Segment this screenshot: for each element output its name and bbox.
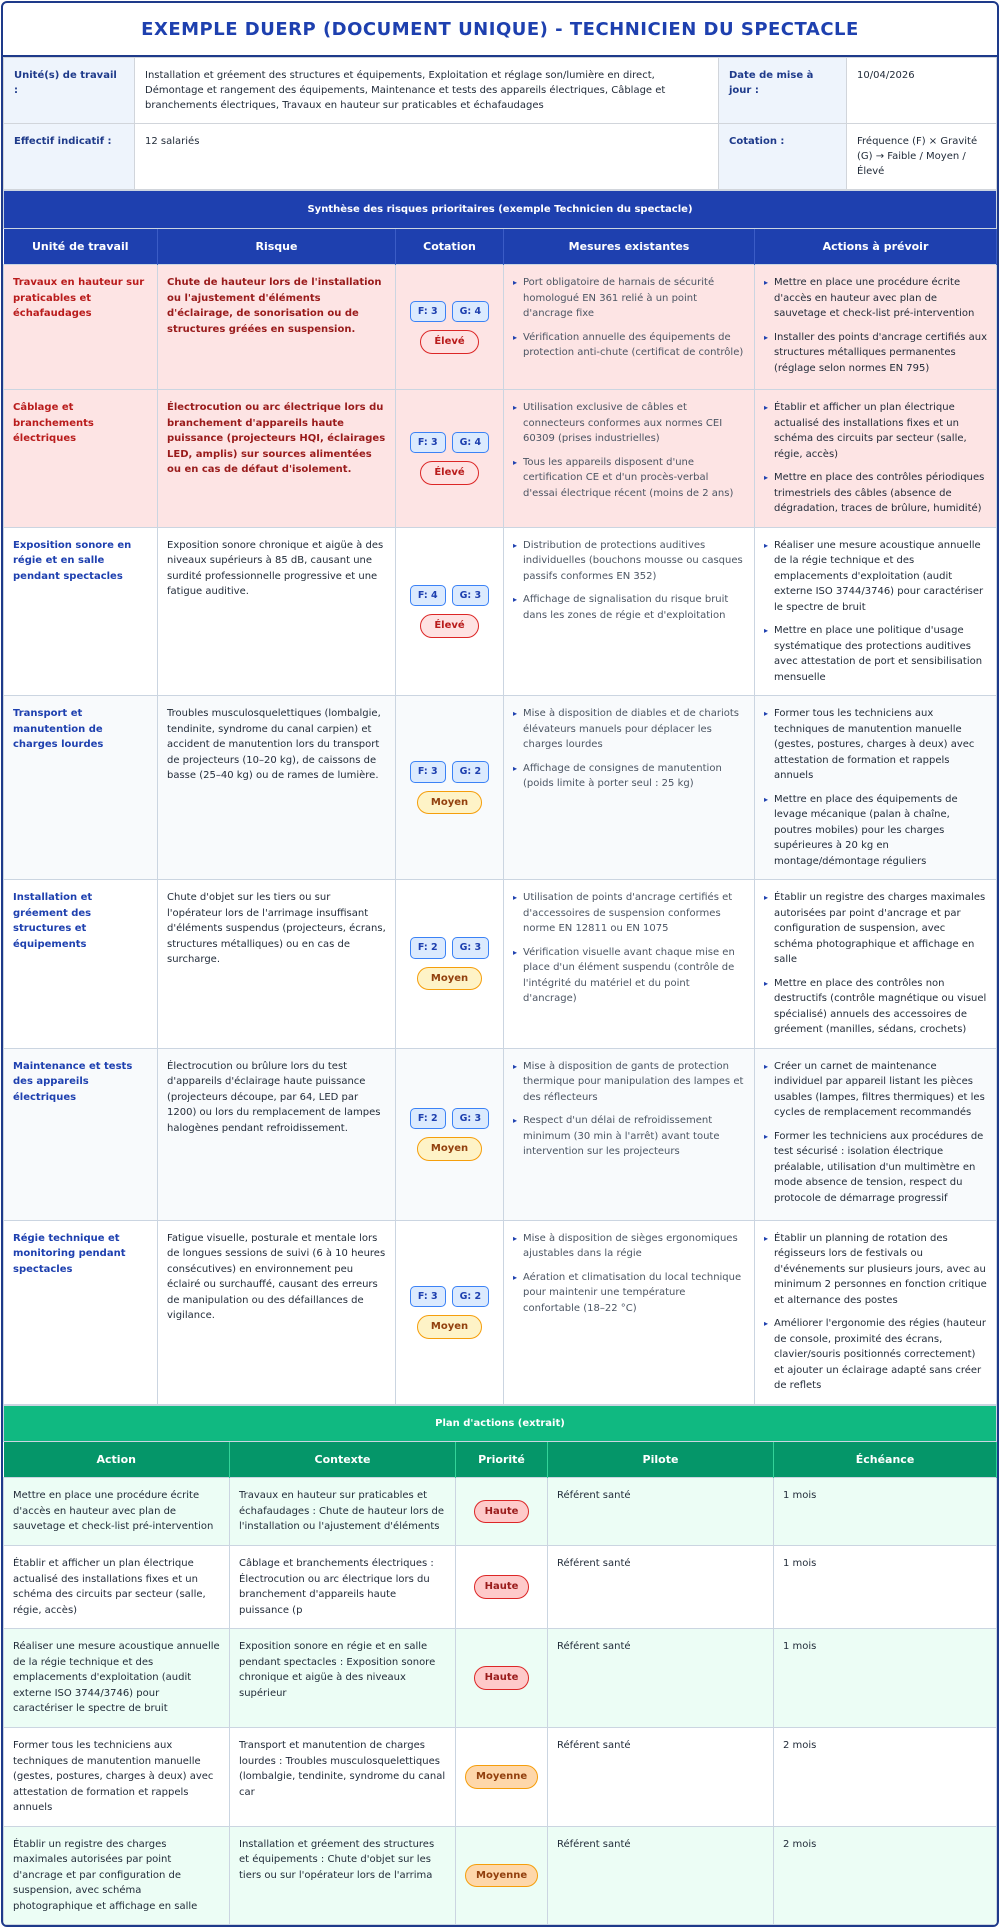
plan-due: 2 mois xyxy=(774,1728,997,1827)
risk-unit: Transport et manutention de charges lourdes xyxy=(4,696,158,880)
plan-due: 1 mois xyxy=(774,1629,997,1728)
effectif-value: 12 salariés xyxy=(135,124,719,190)
units-value: Installation et gréement des structures et équipements, Exploitation et réglage son/lumière en direct, Démontage et rangement des équipements, Maintenance et tests des appareils électriques, Câblage et branchements électriques, Travaux en hauteur sur praticables et échafaudages xyxy=(135,58,719,124)
plan-row xyxy=(4,1629,997,1728)
action-item: ▸ Former les techniciens aux procédures de test sécurisé : isolation électrique préalable, utilisation d'un multimètre en mode absence de tension, respect du protocole de démarrage progressif xyxy=(764,1129,987,1207)
plan-pilot: Référent santé xyxy=(548,1478,774,1546)
plan-priority-cell xyxy=(456,1826,548,1925)
measure-item: ▸ Distribution de protections auditives individuelles (bouchons mousse ou casques passifs conformes EN 352) xyxy=(513,538,745,585)
risk-cotation xyxy=(396,696,504,880)
risk-row xyxy=(4,1048,997,1220)
measure-item: ▸ Respect d'un délai de refroidissement minimum (30 min à l'arrêt) avant toute intervention sur les projecteurs xyxy=(513,1113,745,1160)
plan-priority-cell xyxy=(456,1728,548,1827)
plan-context: Transport et manutention de charges lourdes : Troubles musculosquelettiques (lombalgie, tendinite, syndrome du canal car xyxy=(230,1728,456,1827)
measure-item: ▸ Mise à disposition de diables et de chariots élévateurs manuels pour déplacer les charges lourdes xyxy=(513,706,745,753)
plan-context: Travaux en hauteur sur praticables et échafaudages : Chute de hauteur lors de l'installation ou l'ajustement d'éléments xyxy=(230,1478,456,1546)
risk-description: Chute d'objet sur les tiers ou sur l'opérateur lors de l'arrimage insuffisant d'éléments suspendus (projecteurs, écrans, structures métalliques) ou en cas de surcharge. xyxy=(158,880,396,1049)
action-item: ▸ Améliorer l'ergonomie des régies (hauteur de console, proximité des écrans, clavier/souris positionnés correctement) et ajouter un éclairage adapté sans créer de reflets xyxy=(764,1316,987,1394)
planned-actions xyxy=(755,390,997,528)
plan-row xyxy=(4,1728,997,1827)
priority-badge: Haute xyxy=(474,1575,530,1599)
plan-priority-cell xyxy=(456,1546,548,1629)
risk-row xyxy=(4,880,997,1049)
risk-description: Électrocution ou arc électrique lors du branchement d'appareils haute puissance (projecteurs HQI, éclairages LED, amplis) sur sources alimentées ou en cas de défaut d'isolement. xyxy=(158,390,396,528)
priority-badge: Moyenne xyxy=(465,1864,538,1888)
risk-cotation xyxy=(396,527,504,696)
existing-measures xyxy=(504,390,755,528)
planned-actions xyxy=(755,1220,997,1404)
level-badge: Moyen xyxy=(417,967,482,991)
level-badge: Moyen xyxy=(417,1137,482,1161)
risk-cotation xyxy=(396,880,504,1049)
plan-context: Installation et gréement des structures et équipements : Chute d'objet sur les tiers ou sur l'opérateur lors de l'arrima xyxy=(230,1826,456,1925)
frequency-badge: F: 3 xyxy=(410,761,446,783)
measure-item: ▸ Port obligatoire de harnais de sécurité homologué EN 361 relié à un point d'ancrage fixe xyxy=(513,275,745,322)
units-label: Unité(s) de travail : xyxy=(4,58,135,124)
date-label: Date de mise à jour : xyxy=(719,58,847,124)
plan-priority-cell xyxy=(456,1478,548,1546)
gravity-badge: G: 3 xyxy=(452,585,490,607)
action-item: ▸ Mettre en place des contrôles périodiques trimestriels des câbles (absence de dégradation, traces de brûlure, humidité) xyxy=(764,470,987,517)
level-badge: Moyen xyxy=(417,791,482,815)
plan-action: Réaliser une mesure acoustique annuelle de la régie technique et des emplacements d'exploitation (audit externe ISO 3744/3746) pour caractériser le spectre de bruit xyxy=(4,1629,230,1728)
risk-description: Troubles musculosquelettiques (lombalgie, tendinite, syndrome du canal carpien) et accident de manutention lors du transport de projecteurs (10–20 kg), de caissons de basse (25–40 kg) ou de rames de lumière. xyxy=(158,696,396,880)
measure-item: ▸ Utilisation exclusive de câbles et connecteurs conformes aux normes CEI 60309 (prises industrielles) xyxy=(513,400,745,447)
plan-action: Mettre en place une procédure écrite d'accès en hauteur avec plan de sauvetage et check-list pré-intervention xyxy=(4,1478,230,1546)
risk-section-title: Synthèse des risques prioritaires (exemple Technicien du spectacle) xyxy=(4,191,997,229)
existing-measures xyxy=(504,527,755,696)
duerp-document xyxy=(1,1,999,1927)
planned-actions xyxy=(755,265,997,390)
frequency-badge: F: 3 xyxy=(410,432,446,454)
planned-actions xyxy=(755,880,997,1049)
info-table xyxy=(3,57,997,190)
col-context: Contexte xyxy=(230,1442,456,1478)
plan-context: Exposition sonore en régie et en salle pendant spectacles : Exposition sonore chronique et aigüe à des niveaux supérieur xyxy=(230,1629,456,1728)
risk-cotation xyxy=(396,265,504,390)
priority-badge: Moyenne xyxy=(465,1765,538,1789)
plan-action: Former tous les techniciens aux techniques de manutention manuelle (gestes, postures, charges à deux) avec attestation de formation et rappels annuels xyxy=(4,1728,230,1827)
frequency-badge: F: 3 xyxy=(410,1286,446,1308)
plan-row xyxy=(4,1478,997,1546)
risk-row xyxy=(4,1220,997,1404)
level-badge: Élevé xyxy=(420,330,478,354)
measure-item: ▸ Aération et climatisation du local technique pour maintenir une température confortable (18–22 °C) xyxy=(513,1270,745,1317)
risk-cotation xyxy=(396,1220,504,1404)
gravity-badge: G: 2 xyxy=(452,1286,490,1308)
cotation-value: Fréquence (F) × Gravité (G) → Faible / Moyen / Élevé xyxy=(847,124,997,190)
existing-measures xyxy=(504,265,755,390)
col-pilot: Pilote xyxy=(548,1442,774,1478)
risk-unit: Installation et gréement des structures et équipements xyxy=(4,880,158,1049)
risk-row xyxy=(4,527,997,696)
action-item: ▸ Réaliser une mesure acoustique annuelle de la régie technique et des emplacements d'exploitation (audit externe ISO 3744/3746) pour caractériser le spectre de bruit xyxy=(764,538,987,616)
risk-unit: Régie technique et monitoring pendant spectacles xyxy=(4,1220,158,1404)
action-item: ▸ Installer des points d'ancrage certifiés aux structures métalliques permanentes (réglage selon normes EN 795) xyxy=(764,330,987,377)
action-item: ▸ Établir un registre des charges maximales autorisées par point d'ancrage et par configuration de suspension, avec schéma photographique et affichage en salle xyxy=(764,890,987,968)
risk-description: Fatigue visuelle, posturale et mentale lors de longues sessions de suivi (6 à 10 heures consécutives) en environnement peu éclairé ou surchauffé, causant des erreurs de manipulation ou des défaillances de vigilance. xyxy=(158,1220,396,1404)
existing-measures xyxy=(504,1220,755,1404)
plan-due: 1 mois xyxy=(774,1478,997,1546)
gravity-badge: G: 2 xyxy=(452,761,490,783)
col-priority: Priorité xyxy=(456,1442,548,1478)
risk-row xyxy=(4,696,997,880)
plan-pilot: Référent santé xyxy=(548,1826,774,1925)
plan-context: Câblage et branchements électriques : Électrocution ou arc électrique lors du branchement d'appareils haute puissance (p xyxy=(230,1546,456,1629)
action-item: ▸ Mettre en place des équipements de levage mécanique (palan à chaîne, poutres mobiles) pour les charges supérieures à 20 kg en montage/démontage réguliers xyxy=(764,792,987,870)
action-item: ▸ Former tous les techniciens aux techniques de manutention manuelle (gestes, postures, charges à deux) avec attestation de formation et rappels annuels xyxy=(764,706,987,784)
page-title: EXEMPLE DUERP (DOCUMENT UNIQUE) - TECHNICIEN DU SPECTACLE xyxy=(3,3,997,57)
planned-actions xyxy=(755,696,997,880)
frequency-badge: F: 4 xyxy=(410,585,446,607)
col-actions: Actions à prévoir xyxy=(755,229,997,265)
plan-pilot: Référent santé xyxy=(548,1629,774,1728)
risk-cotation xyxy=(396,390,504,528)
col-unit: Unité de travail xyxy=(4,229,158,265)
plan-row xyxy=(4,1826,997,1925)
priority-badge: Haute xyxy=(474,1666,530,1690)
col-cotation: Cotation xyxy=(396,229,504,265)
gravity-badge: G: 3 xyxy=(452,937,490,959)
existing-measures xyxy=(504,1048,755,1220)
level-badge: Élevé xyxy=(420,461,478,485)
plan-due: 1 mois xyxy=(774,1546,997,1629)
plan-row xyxy=(4,1546,997,1629)
measure-item: ▸ Mise à disposition de sièges ergonomiques ajustables dans la régie xyxy=(513,1231,745,1262)
measure-item: ▸ Mise à disposition de gants de protection thermique pour manipulation des lampes et des réflecteurs xyxy=(513,1059,745,1106)
col-due: Échéance xyxy=(774,1442,997,1478)
frequency-badge: F: 2 xyxy=(410,937,446,959)
existing-measures xyxy=(504,880,755,1049)
effectif-label: Effectif indicatif : xyxy=(4,124,135,190)
risk-unit: Maintenance et tests des appareils électriques xyxy=(4,1048,158,1220)
level-badge: Moyen xyxy=(417,1315,482,1339)
date-value: 10/04/2026 xyxy=(847,58,997,124)
plan-action: Établir un registre des charges maximales autorisées par point d'ancrage et par configuration de suspension, avec schéma photographique et affichage en salle xyxy=(4,1826,230,1925)
measure-item: ▸ Utilisation de points d'ancrage certifiés et d'accessoires de suspension conformes norme EN 12811 ou EN 1075 xyxy=(513,890,745,937)
action-item: ▸ Créer un carnet de maintenance individuel par appareil listant les pièces usables (lampes, filtres thermiques) et les cycles de remplacement recommandés xyxy=(764,1059,987,1121)
gravity-badge: G: 4 xyxy=(452,432,490,454)
risk-cotation xyxy=(396,1048,504,1220)
risk-unit: Travaux en hauteur sur praticables et échafaudages xyxy=(4,265,158,390)
measure-item: ▸ Vérification annuelle des équipements de protection anti-chute (certificat de contrôle) xyxy=(513,330,745,361)
plan-pilot: Référent santé xyxy=(548,1728,774,1827)
cotation-label: Cotation : xyxy=(719,124,847,190)
plan-priority-cell xyxy=(456,1629,548,1728)
risk-table xyxy=(3,190,997,1405)
measure-item: ▸ Tous les appareils disposent d'une certification CE et d'un procès-verbal d'essai électrique récent (moins de 2 ans) xyxy=(513,455,745,502)
risk-unit: Exposition sonore en régie et en salle pendant spectacles xyxy=(4,527,158,696)
measure-item: ▸ Vérification visuelle avant chaque mise en place d'un élément suspendu (contrôle de l'intégrité du matériel et du point d'ancrage) xyxy=(513,945,745,1007)
measure-item: ▸ Affichage de signalisation du risque bruit dans les zones de régie et d'exploitation xyxy=(513,592,745,623)
plan-section-title: Plan d'actions (extrait) xyxy=(4,1405,997,1442)
col-risk: Risque xyxy=(158,229,396,265)
planned-actions xyxy=(755,527,997,696)
risk-description: Exposition sonore chronique et aigüe à des niveaux supérieurs à 85 dB, causant une surdité professionnelle progressive et une fatigue auditive. xyxy=(158,527,396,696)
gravity-badge: G: 3 xyxy=(452,1108,490,1130)
priority-badge: Haute xyxy=(474,1500,530,1524)
plan-due: 2 mois xyxy=(774,1826,997,1925)
col-action: Action xyxy=(4,1442,230,1478)
action-item: ▸ Établir un planning de rotation des régisseurs lors de festivals ou d'événements sur plusieurs jours, avec au minimum 2 personnes en fonction critique et alternance des postes xyxy=(764,1231,987,1309)
col-measures: Mesures existantes xyxy=(504,229,755,265)
frequency-badge: F: 2 xyxy=(410,1108,446,1130)
risk-description: Chute de hauteur lors de l'installation ou l'ajustement d'éléments d'éclairage, de sonorisation ou de structures gréées en suspension. xyxy=(158,265,396,390)
action-item: ▸ Mettre en place une procédure écrite d'accès en hauteur avec plan de sauvetage et check-list pré-intervention xyxy=(764,275,987,322)
gravity-badge: G: 4 xyxy=(452,301,490,323)
existing-measures xyxy=(504,696,755,880)
risk-row xyxy=(4,390,997,528)
plan-pilot: Référent santé xyxy=(548,1546,774,1629)
action-item: ▸ Mettre en place une politique d'usage systématique des protections auditives avec attestation de port et sensibilisation mensuelle xyxy=(764,623,987,685)
risk-row xyxy=(4,265,997,390)
measure-item: ▸ Affichage de consignes de manutention (poids limite à porter seul : 25 kg) xyxy=(513,761,745,792)
frequency-badge: F: 3 xyxy=(410,301,446,323)
action-item: ▸ Mettre en place des contrôles non destructifs (contrôle magnétique ou visuel spécialisé) annuels des accessoires de gréement (manilles, sédans, crochets) xyxy=(764,976,987,1038)
plan-action: Établir et afficher un plan électrique actualisé des installations fixes et un schéma des circuits par secteur (salle, régie, accès) xyxy=(4,1546,230,1629)
level-badge: Élevé xyxy=(420,614,478,638)
risk-unit: Câblage et branchements électriques xyxy=(4,390,158,528)
planned-actions xyxy=(755,1048,997,1220)
action-plan-table xyxy=(3,1405,997,1926)
action-item: ▸ Établir et afficher un plan électrique actualisé des installations fixes et un schéma des circuits par secteur (salle, régie, accès) xyxy=(764,400,987,462)
risk-description: Électrocution ou brûlure lors du test d'appareils d'éclairage haute puissance (projecteurs découpe, par 64, LED par 1200) ou lors du remplacement de lampes halogènes pendant refroidissement. xyxy=(158,1048,396,1220)
